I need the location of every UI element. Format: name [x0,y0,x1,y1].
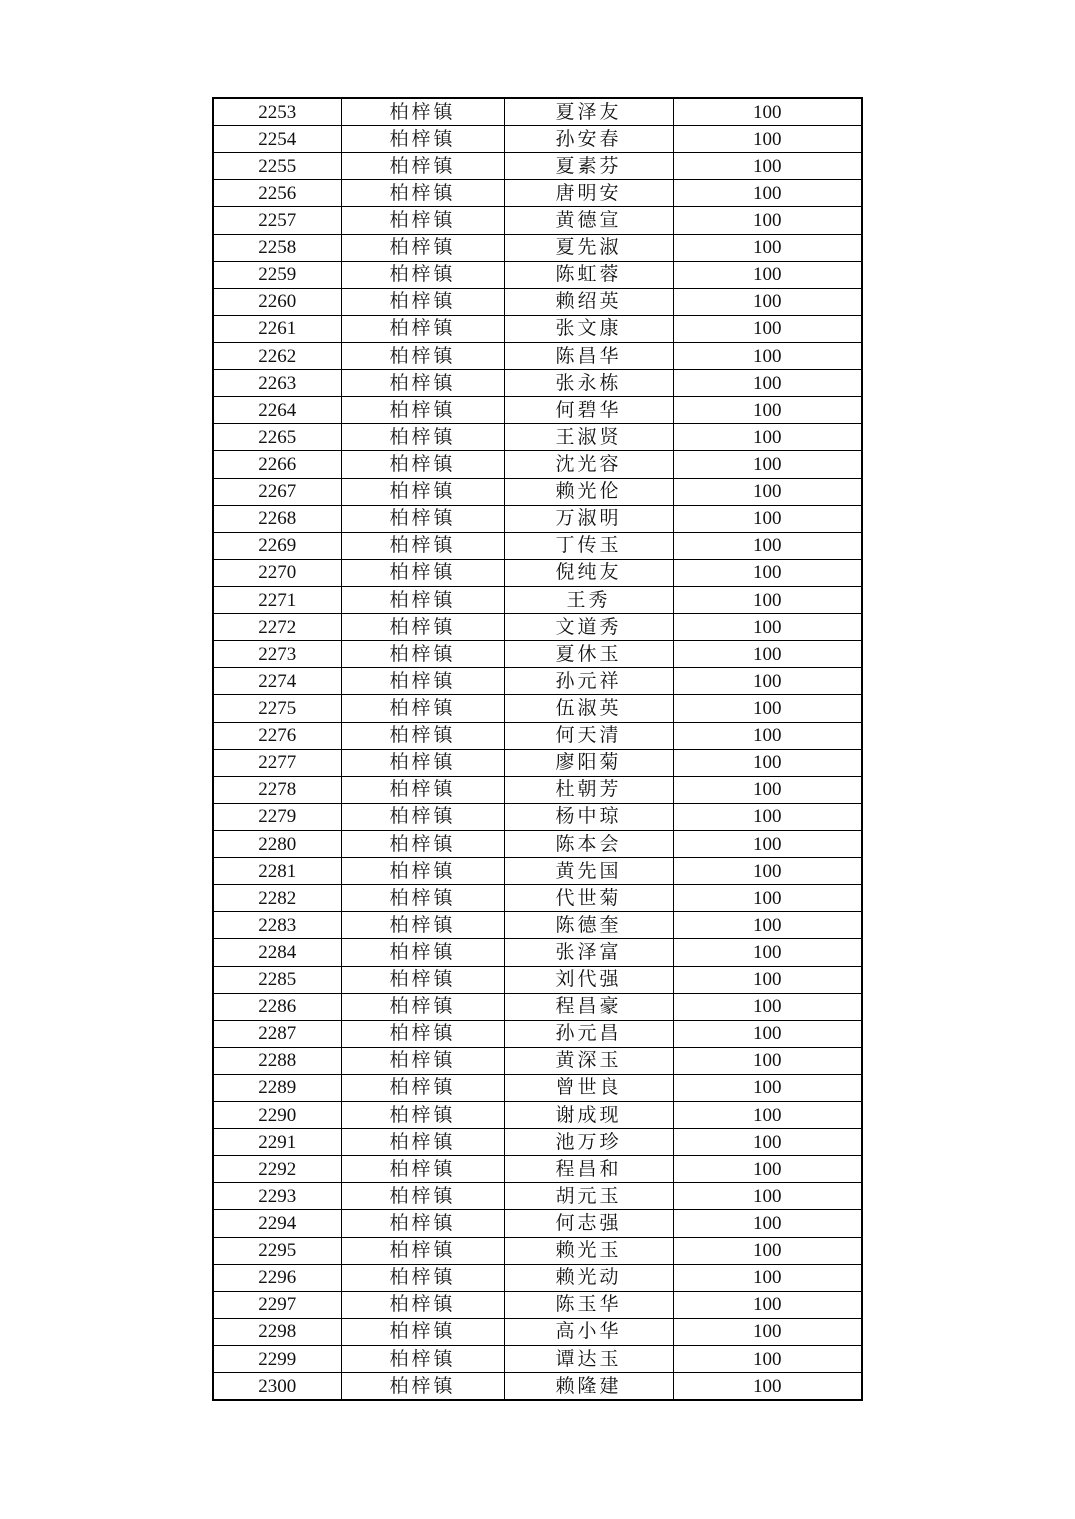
person-name-cell: 程昌和 [504,1156,673,1183]
person-name-cell: 孙元祥 [504,668,673,695]
table-row [213,695,862,722]
person-name-cell: 夏素芬 [504,153,673,180]
row-number-cell: 2290 [213,1102,341,1129]
person-name-cell: 赖光伦 [504,478,673,505]
amount-cell: 100 [673,559,862,586]
town-cell: 柏梓镇 [341,776,504,803]
town-cell: 柏梓镇 [341,858,504,885]
town-cell: 柏梓镇 [341,614,504,641]
table-row [213,641,862,668]
town-cell: 柏梓镇 [341,342,504,369]
town-cell: 柏梓镇 [341,1264,504,1291]
table-row [213,1020,862,1047]
row-number-cell: 2296 [213,1264,341,1291]
table-row [213,586,862,613]
person-name-cell: 杨中琼 [504,803,673,830]
row-number-cell: 2292 [213,1156,341,1183]
person-name-cell: 唐明安 [504,180,673,207]
table-row [213,505,862,532]
person-name-cell: 陈德奎 [504,912,673,939]
row-number-cell: 2277 [213,749,341,776]
town-cell: 柏梓镇 [341,966,504,993]
amount-cell: 100 [673,505,862,532]
town-cell: 柏梓镇 [341,1291,504,1318]
town-cell: 柏梓镇 [341,993,504,1020]
person-name-cell: 程昌豪 [504,993,673,1020]
amount-cell: 100 [673,1210,862,1237]
amount-cell: 100 [673,1291,862,1318]
table-row [213,668,862,695]
amount-cell: 100 [673,315,862,342]
person-name-cell: 赖光动 [504,1264,673,1291]
amount-cell: 100 [673,803,862,830]
row-number-cell: 2257 [213,207,341,234]
row-number-cell: 2280 [213,830,341,857]
amount-cell: 100 [673,1074,862,1101]
person-name-cell: 陈本会 [504,830,673,857]
row-number-cell: 2286 [213,993,341,1020]
town-cell: 柏梓镇 [341,1346,504,1373]
amount-cell: 100 [673,776,862,803]
town-cell: 柏梓镇 [341,261,504,288]
table-row [213,722,862,749]
amount-cell: 100 [673,912,862,939]
table-row [213,180,862,207]
table-row [213,153,862,180]
amount-cell: 100 [673,586,862,613]
amount-cell: 100 [673,1237,862,1264]
table-row [213,776,862,803]
town-cell: 柏梓镇 [341,1183,504,1210]
row-number-cell: 2294 [213,1210,341,1237]
town-cell: 柏梓镇 [341,424,504,451]
person-name-cell: 黄深玉 [504,1047,673,1074]
town-cell: 柏梓镇 [341,397,504,424]
town-cell: 柏梓镇 [341,207,504,234]
person-name-cell: 张文康 [504,315,673,342]
amount-cell: 100 [673,261,862,288]
town-cell: 柏梓镇 [341,98,504,126]
row-number-cell: 2263 [213,370,341,397]
row-number-cell: 2268 [213,505,341,532]
person-name-cell: 廖阳菊 [504,749,673,776]
row-number-cell: 2260 [213,288,341,315]
amount-cell: 100 [673,614,862,641]
roster-table-body [213,98,862,1400]
table-row [213,939,862,966]
row-number-cell: 2275 [213,695,341,722]
roster-table [212,97,863,1401]
amount-cell: 100 [673,993,862,1020]
table-row [213,342,862,369]
row-number-cell: 2279 [213,803,341,830]
row-number-cell: 2261 [213,315,341,342]
row-number-cell: 2289 [213,1074,341,1101]
town-cell: 柏梓镇 [341,234,504,261]
table-row [213,1237,862,1264]
row-number-cell: 2276 [213,722,341,749]
table-row [213,315,862,342]
table-row [213,532,862,559]
person-name-cell: 沈光容 [504,451,673,478]
table-row [213,1129,862,1156]
person-name-cell: 夏先淑 [504,234,673,261]
table-row [213,749,862,776]
table-row [213,451,862,478]
person-name-cell: 胡元玉 [504,1183,673,1210]
person-name-cell: 何碧华 [504,397,673,424]
amount-cell: 100 [673,1183,862,1210]
amount-cell: 100 [673,1047,862,1074]
person-name-cell: 池万珍 [504,1129,673,1156]
town-cell: 柏梓镇 [341,559,504,586]
amount-cell: 100 [673,288,862,315]
amount-cell: 100 [673,1264,862,1291]
amount-cell: 100 [673,370,862,397]
row-number-cell: 2272 [213,614,341,641]
row-number-cell: 2287 [213,1020,341,1047]
row-number-cell: 2270 [213,559,341,586]
person-name-cell: 陈玉华 [504,1291,673,1318]
table-row [213,1102,862,1129]
town-cell: 柏梓镇 [341,586,504,613]
amount-cell: 100 [673,1373,862,1401]
amount-cell: 100 [673,180,862,207]
amount-cell: 100 [673,98,862,126]
person-name-cell: 伍淑英 [504,695,673,722]
row-number-cell: 2264 [213,397,341,424]
person-name-cell: 陈虹蓉 [504,261,673,288]
row-number-cell: 2288 [213,1047,341,1074]
amount-cell: 100 [673,885,862,912]
amount-cell: 100 [673,207,862,234]
row-number-cell: 2266 [213,451,341,478]
town-cell: 柏梓镇 [341,451,504,478]
table-row [213,1264,862,1291]
person-name-cell: 杜朝芳 [504,776,673,803]
table-row [213,1183,862,1210]
table-row [213,614,862,641]
row-number-cell: 2256 [213,180,341,207]
person-name-cell: 夏休玉 [504,641,673,668]
town-cell: 柏梓镇 [341,885,504,912]
person-name-cell: 孙安春 [504,126,673,153]
amount-cell: 100 [673,722,862,749]
row-number-cell: 2259 [213,261,341,288]
row-number-cell: 2293 [213,1183,341,1210]
row-number-cell: 2278 [213,776,341,803]
person-name-cell: 王秀 [504,586,673,613]
row-number-cell: 2298 [213,1318,341,1345]
row-number-cell: 2283 [213,912,341,939]
row-number-cell: 2269 [213,532,341,559]
table-row [213,288,862,315]
person-name-cell: 孙元昌 [504,1020,673,1047]
person-name-cell: 赖光玉 [504,1237,673,1264]
town-cell: 柏梓镇 [341,478,504,505]
table-row [213,1047,862,1074]
row-number-cell: 2274 [213,668,341,695]
town-cell: 柏梓镇 [341,532,504,559]
row-number-cell: 2262 [213,342,341,369]
row-number-cell: 2295 [213,1237,341,1264]
amount-cell: 100 [673,1156,862,1183]
table-row [213,993,862,1020]
person-name-cell: 文道秀 [504,614,673,641]
row-number-cell: 2258 [213,234,341,261]
person-name-cell: 高小华 [504,1318,673,1345]
amount-cell: 100 [673,153,862,180]
table-row [213,1373,862,1401]
amount-cell: 100 [673,641,862,668]
table-row [213,966,862,993]
amount-cell: 100 [673,939,862,966]
table-row [213,1346,862,1373]
person-name-cell: 谢成现 [504,1102,673,1129]
person-name-cell: 赖绍英 [504,288,673,315]
town-cell: 柏梓镇 [341,695,504,722]
person-name-cell: 赖隆建 [504,1373,673,1401]
row-number-cell: 2284 [213,939,341,966]
town-cell: 柏梓镇 [341,1237,504,1264]
amount-cell: 100 [673,1346,862,1373]
table-row [213,207,862,234]
person-name-cell: 陈昌华 [504,342,673,369]
town-cell: 柏梓镇 [341,153,504,180]
amount-cell: 100 [673,234,862,261]
table-row [213,261,862,288]
town-cell: 柏梓镇 [341,1318,504,1345]
town-cell: 柏梓镇 [341,830,504,857]
amount-cell: 100 [673,532,862,559]
town-cell: 柏梓镇 [341,1047,504,1074]
table-row [213,234,862,261]
table-row [213,830,862,857]
amount-cell: 100 [673,424,862,451]
person-name-cell: 张泽富 [504,939,673,966]
town-cell: 柏梓镇 [341,1020,504,1047]
amount-cell: 100 [673,695,862,722]
amount-cell: 100 [673,478,862,505]
row-number-cell: 2267 [213,478,341,505]
person-name-cell: 张永栋 [504,370,673,397]
person-name-cell: 刘代强 [504,966,673,993]
town-cell: 柏梓镇 [341,1373,504,1401]
person-name-cell: 万淑明 [504,505,673,532]
table-row [213,478,862,505]
town-cell: 柏梓镇 [341,370,504,397]
table-row [213,126,862,153]
town-cell: 柏梓镇 [341,505,504,532]
table-row [213,1210,862,1237]
town-cell: 柏梓镇 [341,126,504,153]
table-row [213,370,862,397]
table-row [213,98,862,126]
amount-cell: 100 [673,342,862,369]
amount-cell: 100 [673,830,862,857]
table-row [213,1156,862,1183]
person-name-cell: 何志强 [504,1210,673,1237]
amount-cell: 100 [673,966,862,993]
amount-cell: 100 [673,1020,862,1047]
person-name-cell: 黄德宣 [504,207,673,234]
table-row [213,1074,862,1101]
town-cell: 柏梓镇 [341,1156,504,1183]
town-cell: 柏梓镇 [341,180,504,207]
table-row [213,424,862,451]
row-number-cell: 2299 [213,1346,341,1373]
town-cell: 柏梓镇 [341,749,504,776]
table-row [213,803,862,830]
town-cell: 柏梓镇 [341,1102,504,1129]
person-name-cell: 曾世良 [504,1074,673,1101]
amount-cell: 100 [673,1129,862,1156]
table-row [213,912,862,939]
person-name-cell: 丁传玉 [504,532,673,559]
row-number-cell: 2273 [213,641,341,668]
amount-cell: 100 [673,1318,862,1345]
row-number-cell: 2285 [213,966,341,993]
amount-cell: 100 [673,397,862,424]
table-row [213,1291,862,1318]
row-number-cell: 2255 [213,153,341,180]
person-name-cell: 代世菊 [504,885,673,912]
town-cell: 柏梓镇 [341,1074,504,1101]
town-cell: 柏梓镇 [341,722,504,749]
person-name-cell: 夏泽友 [504,98,673,126]
person-name-cell: 谭达玉 [504,1346,673,1373]
amount-cell: 100 [673,749,862,776]
town-cell: 柏梓镇 [341,315,504,342]
row-number-cell: 2254 [213,126,341,153]
person-name-cell: 黄先国 [504,858,673,885]
town-cell: 柏梓镇 [341,1129,504,1156]
town-cell: 柏梓镇 [341,641,504,668]
amount-cell: 100 [673,1102,862,1129]
table-row [213,858,862,885]
row-number-cell: 2300 [213,1373,341,1401]
row-number-cell: 2265 [213,424,341,451]
town-cell: 柏梓镇 [341,288,504,315]
row-number-cell: 2271 [213,586,341,613]
town-cell: 柏梓镇 [341,912,504,939]
person-name-cell: 王淑贤 [504,424,673,451]
table-row [213,1318,862,1345]
amount-cell: 100 [673,126,862,153]
town-cell: 柏梓镇 [341,668,504,695]
row-number-cell: 2282 [213,885,341,912]
amount-cell: 100 [673,668,862,695]
table-row [213,559,862,586]
row-number-cell: 2297 [213,1291,341,1318]
person-name-cell: 何天清 [504,722,673,749]
town-cell: 柏梓镇 [341,939,504,966]
row-number-cell: 2281 [213,858,341,885]
row-number-cell: 2253 [213,98,341,126]
table-row [213,397,862,424]
town-cell: 柏梓镇 [341,1210,504,1237]
row-number-cell: 2291 [213,1129,341,1156]
town-cell: 柏梓镇 [341,803,504,830]
amount-cell: 100 [673,858,862,885]
amount-cell: 100 [673,451,862,478]
table-row [213,885,862,912]
person-name-cell: 倪纯友 [504,559,673,586]
